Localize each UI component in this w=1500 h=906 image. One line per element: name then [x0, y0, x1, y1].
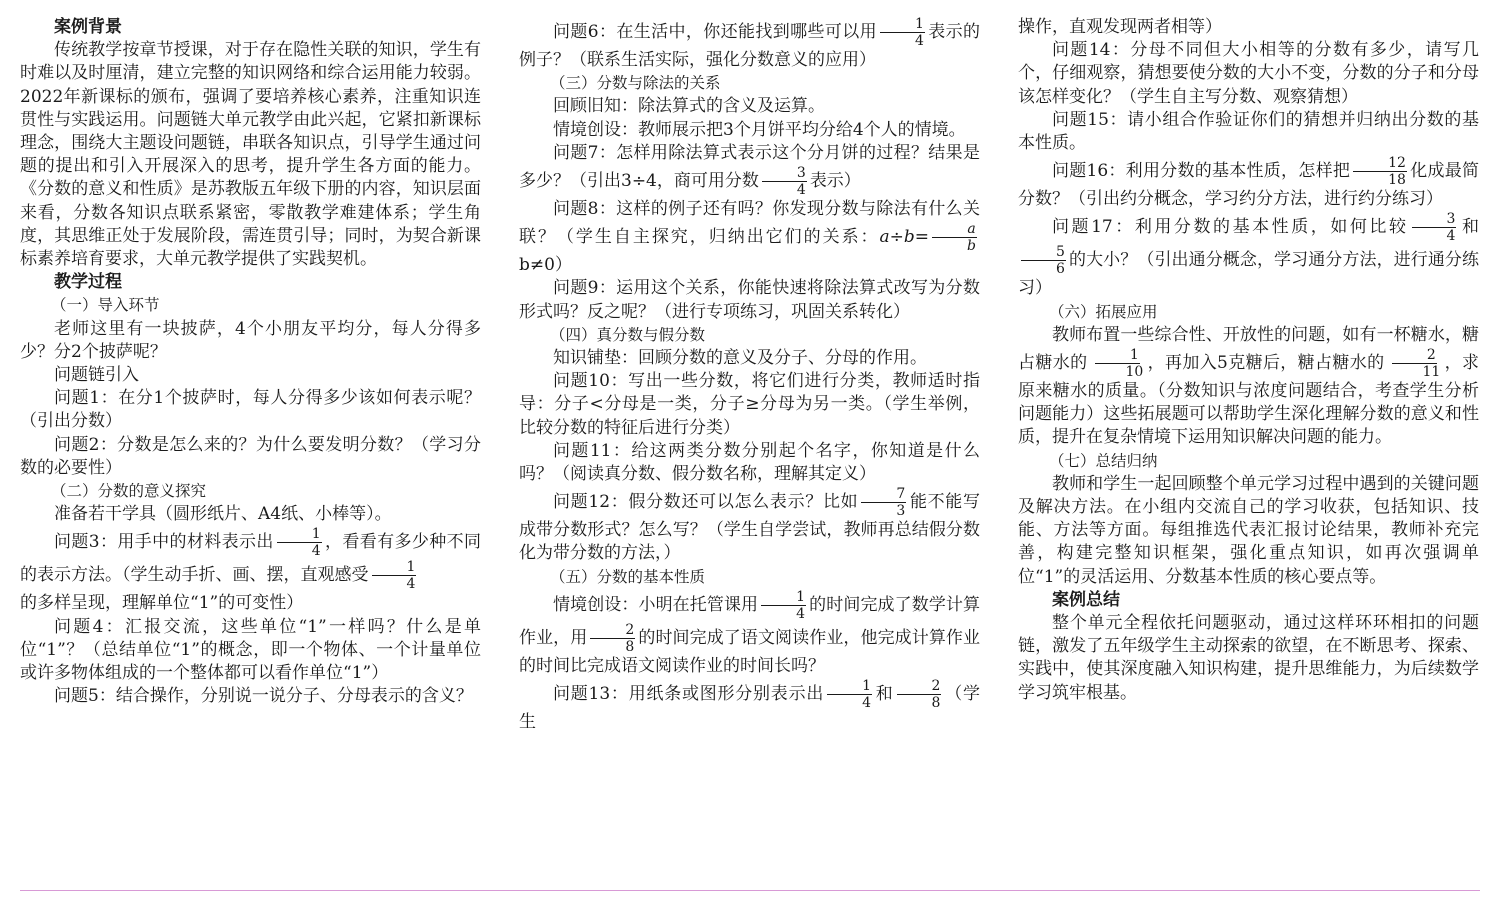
- text: 问题13：用纸条或图形分别表示出: [553, 684, 825, 705]
- paragraph-mooncake: 情境创设：教师展示把3个月饼平均分给4个人的情境。: [553, 119, 966, 140]
- paragraph-pizza: 老师这里有一块披萨，4个小朋友平均分，每人分得多少？分2个披萨呢？: [20, 318, 481, 362]
- fraction: [1090, 347, 1144, 380]
- numerator: 7: [861, 486, 906, 503]
- text: 问题6：在生活中，你还能找到哪些可以用: [553, 22, 877, 42]
- text: 问题17：利用分数的基本性质，如何比较: [1052, 217, 1409, 238]
- denominator: 18: [1388, 172, 1406, 189]
- denominator: 4: [406, 576, 416, 593]
- numerator: 12: [1353, 155, 1407, 172]
- text: 教师布置一些综合性、开放性的问题，如有一杯糖水，糖占糖水的: [1018, 324, 1479, 374]
- denominator: 4: [914, 33, 924, 49]
- numerator: 2: [1392, 347, 1437, 364]
- numerator: a: [932, 221, 976, 238]
- text: ，看看有多少种不同的表示方法。（学生动手折、画、摆，直观感受: [20, 532, 481, 586]
- fraction: [762, 165, 807, 198]
- numerator: 1: [880, 16, 925, 33]
- text: 问题3：用手中的材料表示出: [54, 532, 274, 553]
- column-2: [519, 16, 980, 878]
- question-12: [519, 486, 980, 565]
- numerator: 1: [827, 678, 872, 695]
- paragraph-background: 传统教学按章节授课，对于存在隐性关联的知识，学生有时难以及时厘清，建立完整的知识网络和综合运用能力较弱。2022年新课标的颁布，强调了要培养核心素养，注重知识连贯性与实践运用。问题链大单元教学由此兴起，它紧扣新课标理念，围绕大主题设问题链，串联各知识点，引导学生通过问题的提出和引入开展深入的思考，提升学生各方面的能力。《分数的意义和性质》是苏教版五年级下册的内容，知识层面来看，分数各知识点联系紧密，零散教学难建体系；学生角度，其思维正处于发展阶段，需连贯引导；同时，为契合新课标素养培育要求，大单元教学提供了实践契机。: [20, 40, 481, 270]
- text: 的多样呈现，理解单位“1”的可变性）: [20, 593, 304, 614]
- question-6: [519, 16, 980, 72]
- text: 问题12：假分数还可以怎么表示？比如: [553, 492, 859, 513]
- section-summary: （七）总结归纳: [1049, 451, 1158, 470]
- fraction: [1387, 347, 1441, 380]
- footer-rule: [20, 890, 1480, 891]
- question-3: [20, 526, 481, 615]
- question-17: [1018, 211, 1479, 300]
- fraction: [372, 559, 417, 592]
- numerator: 3: [762, 165, 807, 182]
- text: 问题7：怎样用除法算式表示这个分月饼的过程？结果是多少？（引出3÷4，商可用分数: [519, 142, 980, 192]
- text: 问题16：利用分数的基本性质，怎样把: [1052, 161, 1351, 182]
- paragraph-xiaoming: [519, 589, 980, 678]
- numerator: 1: [1095, 347, 1140, 364]
- section-basic-property: （五）分数的基本性质: [550, 567, 706, 586]
- section-meaning: （二）分数的意义探究: [51, 482, 207, 501]
- section-proper-fractions: （四）真分数与假分数: [550, 325, 706, 344]
- denominator: 4: [311, 543, 321, 560]
- text: b≠0）: [519, 255, 572, 276]
- question-11: 问题11：给这两类分数分别起个名字，你知道是什么吗？（阅读真分数、假分数名称，理解其定义）: [519, 440, 980, 485]
- paragraph-question-chain: 问题链引入: [54, 365, 139, 386]
- denominator: b: [967, 238, 976, 255]
- section-extension: （六）拓展应用: [1049, 302, 1158, 321]
- fraction: [277, 526, 322, 559]
- numerator: 1: [277, 526, 322, 543]
- paragraph-foundation: 知识铺垫：回顾分数的意义及分子、分母的作用。: [553, 348, 927, 369]
- fraction: [1021, 244, 1066, 277]
- fraction: [761, 589, 806, 622]
- denominator: 4: [1446, 228, 1456, 245]
- numerator: 3: [1412, 211, 1457, 228]
- question-10: 问题10：写出一些分数，将它们进行分类，教师适时指导：分子<分母是一类，分子≥分母为另一类。（学生举例，比较分数的特征后进行分类）: [519, 371, 980, 438]
- paragraph-review: 回顾旧知：除法算式的含义及运算。: [553, 96, 825, 117]
- text: 和: [1459, 217, 1479, 238]
- fraction: [1353, 155, 1407, 188]
- question-15: 问题15：请小组合作验证你们的猜想并归纳出分数的基本性质。: [1018, 109, 1479, 154]
- text: 的时间完成了数学计算作业，用: [519, 594, 980, 648]
- denominator: 3: [896, 503, 906, 520]
- denominator: 4: [796, 605, 806, 622]
- text: 问题8：这样的例子还有吗？你发现分数与除法有什么关联？（学生自主探究，归纳出它们的关系：: [519, 199, 980, 248]
- question-16: [1018, 155, 1479, 211]
- denominator: 8: [625, 638, 635, 655]
- formula: a÷b=: [879, 227, 930, 248]
- fraction: [897, 678, 942, 711]
- text: 化成最简分数？（引出约分概念，学习约分方法，进行约分练习）: [1018, 161, 1479, 210]
- numerator: 2: [897, 678, 942, 695]
- paragraph-review-summary: 教师和学生一起回顾整个单元学习过程中遇到的关键问题及解决方法。在小组内交流自己的学习收获，包括知识、技能、方法等方面。每组推选代表汇报讨论结果，教师补充完善，构建完整知识框架，强化重点知识，如再次强调单位“1”的灵活运用、分数基本性质的核心要点等。: [1018, 473, 1479, 587]
- denominator: 8: [931, 695, 941, 712]
- numerator: 5: [1021, 244, 1066, 261]
- article-page: [20, 16, 1480, 878]
- question-13: [519, 678, 980, 734]
- numerator: 1: [761, 589, 806, 606]
- denominator: 6: [1056, 261, 1065, 278]
- question-1: 问题1：在分1个披萨时，每人分得多少该如何表示呢？（引出分数）: [20, 388, 481, 432]
- column-1: [20, 16, 481, 878]
- question-5: 问题5：结合操作，分别说一说分子、分母表示的含义？: [54, 686, 473, 707]
- question-9: 问题9：运用这个关系，你能快速将除法算式改写为分数形式吗？反之呢？（进行专项练习，巩固关系转化）: [519, 278, 980, 322]
- denominator: 4: [862, 695, 872, 712]
- text: 的大小？（引出通分概念，学习通分方法，进行通分练习）: [1018, 250, 1479, 299]
- text: 表示）: [809, 171, 861, 192]
- text: 和: [875, 684, 894, 705]
- question-8: [519, 198, 980, 277]
- question-7: [519, 142, 980, 198]
- text: ，求原来糖水的质量。（分数知识与浓度问题结合，考查学生分析问题能力）这些拓展题可以帮助学生深化理解分数的意义和性质，提升在复杂情境下运用知识解决问题的能力。: [1018, 353, 1479, 448]
- paragraph-continued: 操作，直观发现两者相等）: [1018, 17, 1222, 37]
- section-division: （三）分数与除法的关系: [550, 74, 721, 93]
- text: 能不能写成带分数形式？怎么写？（学生自学尝试，教师再总结假分数化为带分数的方法，）: [519, 492, 980, 564]
- text: 情境创设：小明在托管课用: [553, 594, 759, 615]
- numerator: 2: [590, 622, 635, 639]
- fraction: [932, 221, 977, 254]
- question-2: 问题2：分数是怎么来的？为什么要发明分数？（学习分数的必要性）: [20, 434, 481, 478]
- heading-summary: 案例总结: [1052, 589, 1120, 610]
- paragraph-sugar-water: [1018, 324, 1479, 450]
- fraction: [590, 622, 635, 655]
- question-4: 问题4：汇报交流，这些单位“1”一样吗？什么是单位“1”？（总结单位“1”的概念，即一个物体、一个计量单位或许多物体组成的一个整体都可以看作单位“1”）: [20, 616, 481, 684]
- fraction: [1412, 211, 1457, 244]
- heading-process: 教学过程: [54, 272, 122, 293]
- paragraph-tools: 准备若干学具（圆形纸片、A4纸、小棒等）。: [54, 504, 392, 525]
- fraction: [880, 16, 925, 49]
- text: 表示的例子？（联系生活实际，强化分数意义的应用）: [519, 22, 980, 70]
- text: 的时间完成了语文阅读作业，他完成计算作业的时间比完成语文阅读作业的时间长吗？: [519, 627, 980, 676]
- fraction: [827, 678, 872, 711]
- text: （学生: [519, 684, 980, 733]
- paragraph-conclusion: 整个单元全程依托问题驱动，通过这样环环相扣的问题链，激发了五年级学生主动探索的欲望，在不断思考、探索、实践中，使其深度融入知识构建，提升思维能力，为后续数学学习筑牢根基。: [1018, 613, 1479, 703]
- numerator: 1: [372, 559, 417, 576]
- denominator: 11: [1422, 364, 1441, 381]
- text: ，再加入5克糖后，糖占糖水的: [1147, 353, 1385, 374]
- denominator: 10: [1125, 364, 1144, 381]
- fraction: [861, 486, 906, 519]
- section-intro: （一）导入环节: [51, 296, 160, 315]
- question-14: 问题14：分母不同但大小相等的分数有多少，请写几个，仔细观察，猜想要使分数的大小不变，分数的分子和分母该怎样变化？（学生自主写分数、观察猜想）: [1018, 40, 1479, 107]
- denominator: 4: [796, 182, 806, 199]
- heading-background: 案例背景: [54, 17, 122, 37]
- column-3: [1018, 16, 1479, 878]
